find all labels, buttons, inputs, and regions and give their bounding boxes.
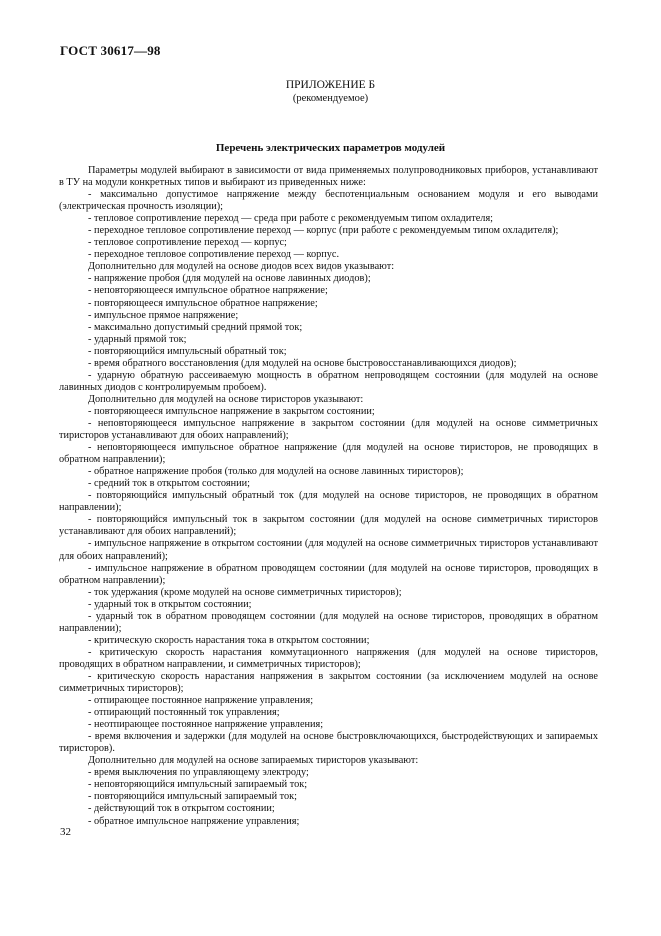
list-item: - импульсное прямое напряжение;: [88, 309, 239, 321]
list-item: - ударный ток в открытом состоянии;: [88, 598, 252, 610]
list-item: - импульсное напряжение в открытом состоянии (для модулей на основе симметричных тиристоров устанавливают для обоих направлений);: [59, 538, 598, 562]
list-item: - тепловое сопротивление переход — корпус;: [88, 237, 287, 249]
list-item: - повторяющийся импульсный обратный ток;: [88, 345, 287, 357]
list-item: - время обратного восстановления (для модулей на основе быстровосстанавливающихся диодов);: [88, 357, 517, 369]
list-item: - средний ток в открытом состоянии;: [88, 478, 251, 490]
list-item: - переходное тепловое сопротивление переход — корпус.: [88, 249, 340, 261]
standard-code-header: ГОСТ 30617—98: [60, 43, 161, 58]
list-item: - неотпирающее постоянное напряжение управления;: [88, 719, 324, 731]
list-item: - обратное напряжение пробоя (только для модулей на основе лавинных тиристоров);: [88, 466, 464, 478]
list-item: - время выключения по управляющему электроду;: [88, 767, 309, 779]
list-item: - ударную обратную рассеиваемую мощность в обратном непроводящем состоянии (для модулей на основе лавинных диодов с контролируемым пробоем).: [59, 369, 598, 393]
list-item: - импульсное напряжение в обратном проводящем состоянии (для модулей на основе тиристоров, проводящих в обратном направлении);: [59, 562, 598, 586]
list-item: - повторяющийся импульсный ток в закрытом состоянии (для модулей на основе симметричных тиристоров устанавливают для обоих направлений);: [59, 514, 598, 538]
list-item: - неповторяющееся импульсное обратное напряжение (для модулей на основе тиристоров, не проводящих в обратном направлении);: [59, 442, 598, 466]
list-item: - повторяющийся импульсный обратный ток (для модулей на основе тиристоров, не проводящих в обратном направлении);: [59, 490, 598, 514]
appendix-title: ПРИЛОЖЕНИЕ Б: [285, 79, 376, 91]
list-item: - повторяющееся импульсное напряжение в закрытом состоянии;: [88, 405, 375, 417]
list-item: - неповторяющееся импульсное напряжение в закрытом состоянии (для модулей на основе симметричных тиристоров устанавливают для обоих направлений);: [59, 417, 598, 442]
list-item: - напряжение пробоя (для модулей на основе лавинных диодов);: [88, 273, 371, 285]
paragraph: Дополнительно для модулей на основе запираемых тиристоров указывают:: [88, 755, 419, 767]
list-item: - критическую скорость нарастания тока в открытом состоянии;: [88, 634, 370, 646]
list-item: - максимально допустимое напряжение между беспотенциальным основанием модуля и его выводами (электрическая прочность изоляции);: [59, 189, 598, 213]
list-item: - отпирающий постоянный ток управления;: [88, 707, 280, 719]
list-item: - время включения и задержки (для модулей на основе быстровключающихся, быстродействующих и запираемых тиристоров).: [59, 731, 598, 755]
list-item: - максимально допустимый средний прямой ток;: [88, 321, 303, 333]
list-item: - повторяющееся импульсное обратное напряжение;: [88, 297, 318, 309]
paragraph: Дополнительно для модулей на основе диодов всех видов указывают:: [88, 261, 395, 273]
paragraph: Параметры модулей выбирают в зависимости от вида применяемых полупроводниковых приборов, устанавливают в ТУ на модули конкретных типов и выбирают из приведенных ниже:: [59, 165, 598, 189]
list-item: - повторяющийся импульсный запираемый ток;: [88, 791, 298, 803]
list-item: - переходное тепловое сопротивление переход — корпус (при работе с рекомендуемым типом охладителя);: [88, 225, 559, 237]
list-item: - ударный ток в обратном проводящем состоянии (для модулей на основе тиристоров, проводящих в обратном направлении);: [59, 610, 598, 634]
list-item: - критическую скорость нарастания напряжения в закрытом состоянии (за исключением модулей на основе симметричных тиристоров);: [59, 670, 598, 695]
list-item: - действующий ток в открытом состоянии;: [88, 803, 275, 815]
page-number: 32: [60, 826, 71, 838]
list-item: - отпирающее постоянное напряжение управления;: [88, 695, 314, 707]
list-item: - тепловое сопротивление переход — среда при работе с рекомендуемым типом охладителя;: [88, 213, 494, 225]
list-item: - критическую скорость нарастания коммутационного напряжения (для модулей на основе тиристоров, проводящих в обратном направлении, и симметричных тиристоров);: [59, 646, 598, 670]
appendix-heading: [0, 79, 661, 105]
list-item: - неповторяющийся импульсный запираемый ток;: [88, 779, 308, 791]
list-item: - неповторяющееся импульсное обратное напряжение;: [88, 285, 328, 297]
list-item: - обратное импульсное напряжение управления;: [88, 815, 300, 827]
list-item: - ударный прямой ток;: [88, 333, 187, 345]
list-item: - ток удержания (кроме модулей на основе симметричных тиристоров);: [88, 586, 402, 598]
document-body: [59, 165, 598, 828]
appendix-subtitle: (рекомендуемое): [292, 93, 369, 104]
section-title: Перечень электрических параметров модулей: [215, 142, 446, 154]
paragraph: Дополнительно для модулей на основе тиристоров указывают:: [88, 393, 364, 405]
